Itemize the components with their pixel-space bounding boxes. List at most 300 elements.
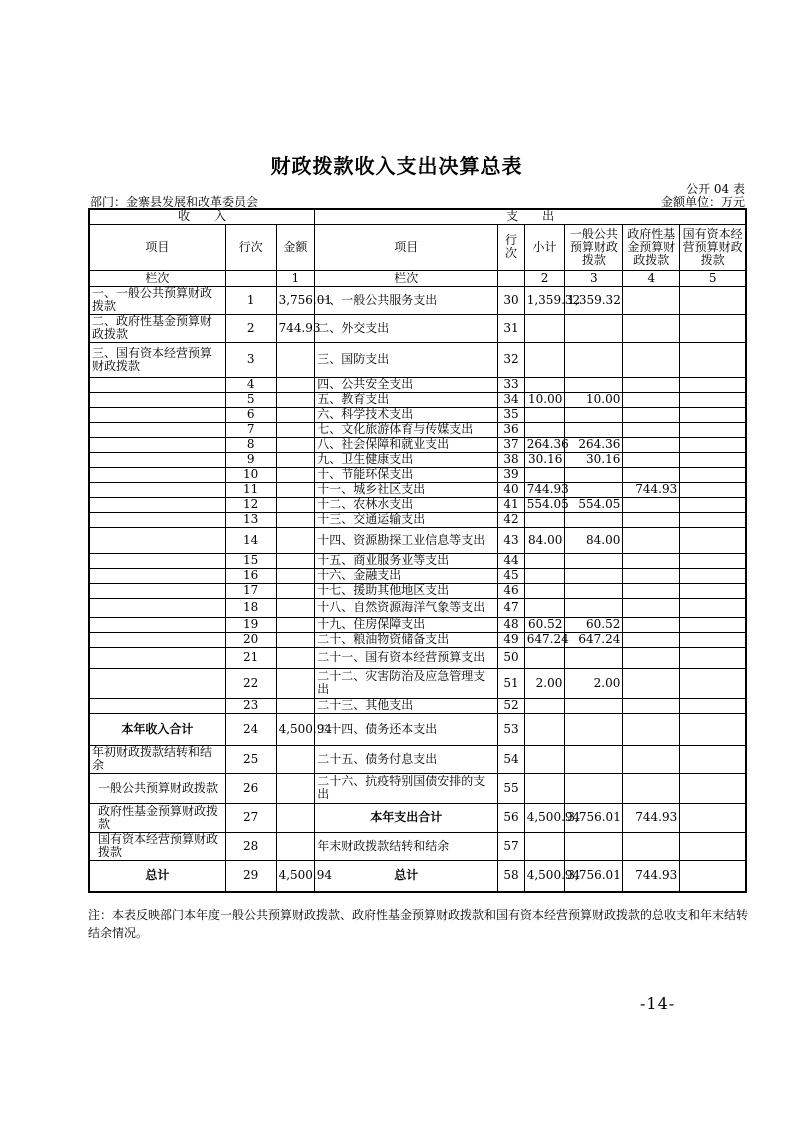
income-item bbox=[89, 467, 225, 482]
income-item bbox=[89, 512, 225, 527]
income-item bbox=[89, 482, 225, 497]
income-amount-header: 金额 bbox=[276, 224, 315, 270]
income-line-no: 13 bbox=[225, 512, 276, 527]
state-capital-value bbox=[680, 745, 746, 773]
table-row bbox=[89, 568, 746, 583]
expense-item: 十四、资源勘探工业信息等支出 bbox=[315, 527, 498, 553]
table-row bbox=[89, 647, 746, 668]
expense-line-no: 33 bbox=[498, 377, 524, 392]
subtotal-value bbox=[524, 467, 565, 482]
expense-line-no: 43 bbox=[498, 527, 524, 553]
income-line-no: 4 bbox=[225, 377, 276, 392]
expense-line-no: 50 bbox=[498, 647, 524, 668]
income-amount bbox=[276, 832, 315, 860]
table-row bbox=[89, 553, 746, 568]
expense-item: 七、文化旅游体育与传媒支出 bbox=[315, 422, 498, 437]
expense-section-header: 支 出 bbox=[315, 209, 746, 224]
state-capital-value bbox=[680, 512, 746, 527]
income-line-no: 28 bbox=[225, 832, 276, 860]
income-amount: 744.93 bbox=[276, 314, 315, 342]
income-item bbox=[89, 647, 225, 668]
income-amount bbox=[276, 467, 315, 482]
state-capital-value bbox=[680, 647, 746, 668]
fund-budget-value bbox=[623, 497, 680, 512]
general-budget-value bbox=[565, 407, 623, 422]
table-row bbox=[89, 745, 746, 773]
expense-line-no: 47 bbox=[498, 598, 524, 617]
table-row bbox=[89, 803, 746, 832]
income-amount: 4,500.94 bbox=[276, 860, 315, 892]
table-row bbox=[89, 668, 746, 698]
table-row bbox=[89, 437, 746, 452]
unit-label: 金额单位：万元 bbox=[660, 195, 745, 209]
income-amount bbox=[276, 632, 315, 647]
income-amount bbox=[276, 583, 315, 598]
income-amount bbox=[276, 598, 315, 617]
income-line-header: 行次 bbox=[225, 224, 276, 270]
fund-budget-value bbox=[623, 668, 680, 698]
income-item: 国有资本经营预算财政拨款 bbox=[89, 832, 225, 860]
expense-item: 八、社会保障和就业支出 bbox=[315, 437, 498, 452]
income-col-label: 栏次 bbox=[89, 270, 225, 286]
income-item bbox=[89, 437, 225, 452]
expense-line-no: 42 bbox=[498, 512, 524, 527]
income-item bbox=[89, 668, 225, 698]
expense-item: 六、科学技术支出 bbox=[315, 407, 498, 422]
income-line-no: 10 bbox=[225, 467, 276, 482]
income-amount bbox=[276, 377, 315, 392]
income-item bbox=[89, 422, 225, 437]
general-budget-value: 647.24 bbox=[565, 632, 623, 647]
income-line-no: 3 bbox=[225, 342, 276, 377]
expense-line-no: 48 bbox=[498, 617, 524, 632]
subtotal-value: 30.16 bbox=[524, 452, 565, 467]
subtotal-value bbox=[524, 583, 565, 598]
expense-item: 二十四、债务还本支出 bbox=[315, 713, 498, 745]
fund-budget-value bbox=[623, 467, 680, 482]
income-line-no: 16 bbox=[225, 568, 276, 583]
page-title: 财政拨款收入支出决算总表 bbox=[270, 154, 523, 178]
table-row bbox=[89, 342, 746, 377]
income-line-no: 6 bbox=[225, 407, 276, 422]
state-capital-value bbox=[680, 632, 746, 647]
income-item bbox=[89, 553, 225, 568]
income-item: 政府性基金预算财政拨款 bbox=[89, 803, 225, 832]
state-capital-value bbox=[680, 286, 746, 314]
expense-item: 十八、自然资源海洋气象等支出 bbox=[315, 598, 498, 617]
income-item bbox=[89, 583, 225, 598]
expense-line-no: 57 bbox=[498, 832, 524, 860]
general-budget-value bbox=[565, 832, 623, 860]
state-capital-value bbox=[680, 698, 746, 713]
income-item bbox=[89, 598, 225, 617]
general-budget-value bbox=[565, 482, 623, 497]
fund-budget-value bbox=[623, 745, 680, 773]
state-capital-value bbox=[680, 392, 746, 407]
general-budget-value: 2.00 bbox=[565, 668, 623, 698]
income-line-no: 19 bbox=[225, 617, 276, 632]
table-row bbox=[89, 377, 746, 392]
general-budget-value: 84.00 bbox=[565, 527, 623, 553]
income-amount bbox=[276, 392, 315, 407]
income-line-no: 29 bbox=[225, 860, 276, 892]
state-capital-value bbox=[680, 377, 746, 392]
expense-line-no: 51 bbox=[498, 668, 524, 698]
expense-item: 十三、交通运输支出 bbox=[315, 512, 498, 527]
income-line-no: 21 bbox=[225, 647, 276, 668]
expense-line-no: 44 bbox=[498, 553, 524, 568]
table-row bbox=[89, 314, 746, 342]
expense-item: 二十一、国有资本经营预算支出 bbox=[315, 647, 498, 668]
expense-item: 二十六、抗疫特别国债安排的支出 bbox=[315, 773, 498, 803]
income-line-no: 11 bbox=[225, 482, 276, 497]
subtotal-value bbox=[524, 377, 565, 392]
general-budget-value bbox=[565, 342, 623, 377]
income-item: 二、政府性基金预算财政拨款 bbox=[89, 314, 225, 342]
income-line-no: 27 bbox=[225, 803, 276, 832]
fund-budget-value bbox=[623, 598, 680, 617]
expense-line-no: 31 bbox=[498, 314, 524, 342]
state-capital-value bbox=[680, 467, 746, 482]
income-line-no: 17 bbox=[225, 583, 276, 598]
income-item: 年初财政拨款结转和结余 bbox=[89, 745, 225, 773]
table-row bbox=[89, 407, 746, 422]
expense-line-no: 37 bbox=[498, 437, 524, 452]
expense-item-header: 项目 bbox=[315, 224, 498, 270]
income-item bbox=[89, 617, 225, 632]
subtotal-value bbox=[524, 342, 565, 377]
subtotal-value bbox=[524, 773, 565, 803]
expense-line-no: 41 bbox=[498, 497, 524, 512]
income-amount bbox=[276, 647, 315, 668]
fund-budget-header: 政府性基金预算财政拨款 bbox=[623, 224, 680, 270]
income-amount: 3,756.01 bbox=[276, 286, 315, 314]
income-item bbox=[89, 392, 225, 407]
expense-line-no: 34 bbox=[498, 392, 524, 407]
state-capital-value bbox=[680, 314, 746, 342]
income-line-no: 15 bbox=[225, 553, 276, 568]
subtotal-value bbox=[524, 568, 565, 583]
income-amount bbox=[276, 512, 315, 527]
general-budget-value: 30.16 bbox=[565, 452, 623, 467]
expense-line-no: 46 bbox=[498, 583, 524, 598]
state-capital-value bbox=[680, 803, 746, 832]
col-2: 2 bbox=[524, 270, 565, 286]
state-capital-value bbox=[680, 342, 746, 377]
subtotal-value: 744.93 bbox=[524, 482, 565, 497]
subtotal-value: 10.00 bbox=[524, 392, 565, 407]
fund-budget-value bbox=[623, 773, 680, 803]
subtotal-value: 1,359.32 bbox=[524, 286, 565, 314]
income-item bbox=[89, 407, 225, 422]
state-capital-value bbox=[680, 713, 746, 745]
state-capital-header: 国有资本经营预算财政拨款 bbox=[680, 224, 746, 270]
expense-line-no: 35 bbox=[498, 407, 524, 422]
state-capital-value bbox=[680, 497, 746, 512]
table-row bbox=[89, 512, 746, 527]
expense-line-no: 30 bbox=[498, 286, 524, 314]
income-amount bbox=[276, 553, 315, 568]
table-row bbox=[89, 527, 746, 553]
fund-budget-value bbox=[623, 698, 680, 713]
income-item bbox=[89, 452, 225, 467]
state-capital-value bbox=[680, 583, 746, 598]
fund-budget-value bbox=[623, 377, 680, 392]
expense-line-no: 40 bbox=[498, 482, 524, 497]
income-item: 本年收入合计 bbox=[89, 713, 225, 745]
general-budget-value: 3,756.01 bbox=[565, 803, 623, 832]
income-line-no: 26 bbox=[225, 773, 276, 803]
expense-item: 十七、援助其他地区支出 bbox=[315, 583, 498, 598]
expense-item: 十、节能环保支出 bbox=[315, 467, 498, 482]
income-line-no: 8 bbox=[225, 437, 276, 452]
income-amount bbox=[276, 422, 315, 437]
general-budget-value bbox=[565, 467, 623, 482]
state-capital-value bbox=[680, 598, 746, 617]
fund-budget-value bbox=[623, 583, 680, 598]
col-4: 4 bbox=[623, 270, 680, 286]
income-amount bbox=[276, 668, 315, 698]
fund-budget-value bbox=[623, 527, 680, 553]
income-amount: 4,500.94 bbox=[276, 713, 315, 745]
expense-line-no: 53 bbox=[498, 713, 524, 745]
general-budget-header: 一般公共预算财政拨款 bbox=[565, 224, 623, 270]
general-budget-value bbox=[565, 512, 623, 527]
income-line-no: 9 bbox=[225, 452, 276, 467]
income-amount bbox=[276, 745, 315, 773]
col-5: 5 bbox=[680, 270, 746, 286]
fund-budget-value bbox=[623, 553, 680, 568]
subtotal-value bbox=[524, 512, 565, 527]
general-budget-value: 10.00 bbox=[565, 392, 623, 407]
expense-item: 二、外交支出 bbox=[315, 314, 498, 342]
state-capital-value bbox=[680, 860, 746, 892]
table-row bbox=[89, 286, 746, 314]
general-budget-value: 1,359.32 bbox=[565, 286, 623, 314]
fund-budget-value bbox=[623, 632, 680, 647]
subtotal-value bbox=[524, 647, 565, 668]
income-amount bbox=[276, 497, 315, 512]
page-number: -14- bbox=[640, 994, 676, 1013]
state-capital-value bbox=[680, 553, 746, 568]
income-line-no: 18 bbox=[225, 598, 276, 617]
subtotal-value bbox=[524, 422, 565, 437]
general-budget-value bbox=[565, 314, 623, 342]
expense-item: 十九、住房保障支出 bbox=[315, 617, 498, 632]
expense-line-no: 32 bbox=[498, 342, 524, 377]
expense-line-no: 39 bbox=[498, 467, 524, 482]
subtotal-value: 84.00 bbox=[524, 527, 565, 553]
department-label: 部门：金寨县发展和改革委员会 bbox=[90, 195, 259, 209]
state-capital-value bbox=[680, 437, 746, 452]
expense-item: 二十五、债务付息支出 bbox=[315, 745, 498, 773]
expense-item: 二十三、其他支出 bbox=[315, 698, 498, 713]
income-amount bbox=[276, 568, 315, 583]
income-amount bbox=[276, 482, 315, 497]
income-line-no: 12 bbox=[225, 497, 276, 512]
expense-item: 总计 bbox=[315, 860, 498, 892]
table-row bbox=[89, 452, 746, 467]
general-budget-value bbox=[565, 745, 623, 773]
income-line-no: 25 bbox=[225, 745, 276, 773]
fund-budget-value bbox=[623, 713, 680, 745]
subtotal-value: 554.05 bbox=[524, 497, 565, 512]
general-budget-value: 3,756.01 bbox=[565, 860, 623, 892]
income-line-no: 1 bbox=[225, 286, 276, 314]
fund-budget-value bbox=[623, 832, 680, 860]
expense-item: 九、卫生健康支出 bbox=[315, 452, 498, 467]
income-line-no: 20 bbox=[225, 632, 276, 647]
income-amount bbox=[276, 803, 315, 832]
expense-line-no: 52 bbox=[498, 698, 524, 713]
table-row bbox=[89, 832, 746, 860]
income-amount bbox=[276, 437, 315, 452]
table-row bbox=[89, 583, 746, 598]
state-capital-value bbox=[680, 407, 746, 422]
subtotal-header: 小计 bbox=[524, 224, 565, 270]
state-capital-value bbox=[680, 617, 746, 632]
table-row bbox=[89, 497, 746, 512]
income-item: 三、国有资本经营预算财政拨款 bbox=[89, 342, 225, 377]
general-budget-value bbox=[565, 568, 623, 583]
subtotal-value bbox=[524, 314, 565, 342]
general-budget-value: 264.36 bbox=[565, 437, 623, 452]
expense-item: 十六、金融支出 bbox=[315, 568, 498, 583]
fund-budget-value bbox=[623, 392, 680, 407]
income-line-no: 5 bbox=[225, 392, 276, 407]
fund-budget-value bbox=[623, 342, 680, 377]
income-item: 一、一般公共预算财政拨款 bbox=[89, 286, 225, 314]
subtotal-value bbox=[524, 553, 565, 568]
income-line-no: 14 bbox=[225, 527, 276, 553]
income-item bbox=[89, 527, 225, 553]
expense-line-no: 36 bbox=[498, 422, 524, 437]
fund-budget-value bbox=[623, 407, 680, 422]
general-budget-value bbox=[565, 553, 623, 568]
expense-line-no: 58 bbox=[498, 860, 524, 892]
fund-budget-value bbox=[623, 568, 680, 583]
expense-line-no: 45 bbox=[498, 568, 524, 583]
subtotal-value bbox=[524, 832, 565, 860]
general-budget-value bbox=[565, 773, 623, 803]
subtotal-value bbox=[524, 698, 565, 713]
fund-budget-value bbox=[623, 452, 680, 467]
income-item bbox=[89, 377, 225, 392]
expense-item: 三、国防支出 bbox=[315, 342, 498, 377]
state-capital-value bbox=[680, 422, 746, 437]
income-item bbox=[89, 698, 225, 713]
expense-item: 四、公共安全支出 bbox=[315, 377, 498, 392]
fund-budget-value: 744.93 bbox=[623, 860, 680, 892]
income-amount bbox=[276, 698, 315, 713]
income-line-no: 22 bbox=[225, 668, 276, 698]
table-row bbox=[89, 392, 746, 407]
income-item bbox=[89, 497, 225, 512]
subtotal-value bbox=[524, 745, 565, 773]
subtotal-value: 2.00 bbox=[524, 668, 565, 698]
subtotal-value bbox=[524, 598, 565, 617]
fund-budget-value bbox=[623, 512, 680, 527]
expense-line-no: 49 bbox=[498, 632, 524, 647]
income-section-header: 收 入 bbox=[89, 209, 315, 224]
income-item-header: 项目 bbox=[89, 224, 225, 270]
income-amount bbox=[276, 773, 315, 803]
expense-item: 本年支出合计 bbox=[315, 803, 498, 832]
table-row bbox=[89, 617, 746, 632]
col-3: 3 bbox=[565, 270, 623, 286]
income-line-no: 24 bbox=[225, 713, 276, 745]
table-row bbox=[89, 698, 746, 713]
expense-item: 一、一般公共服务支出 bbox=[315, 286, 498, 314]
col-1: 1 bbox=[276, 270, 315, 286]
subtotal-value: 60.52 bbox=[524, 617, 565, 632]
state-capital-value bbox=[680, 527, 746, 553]
table-number: 公开 04 表 bbox=[686, 182, 745, 196]
state-capital-value bbox=[680, 482, 746, 497]
general-budget-value bbox=[565, 698, 623, 713]
income-amount bbox=[276, 452, 315, 467]
income-item bbox=[89, 632, 225, 647]
table-row bbox=[89, 467, 746, 482]
state-capital-value bbox=[680, 568, 746, 583]
subtotal-value: 647.24 bbox=[524, 632, 565, 647]
fund-budget-value bbox=[623, 422, 680, 437]
state-capital-value bbox=[680, 832, 746, 860]
income-amount bbox=[276, 342, 315, 377]
income-item: 总计 bbox=[89, 860, 225, 892]
expense-item: 二十二、灾害防治及应急管理支出 bbox=[315, 668, 498, 698]
table-row bbox=[89, 713, 746, 745]
general-budget-value bbox=[565, 377, 623, 392]
general-budget-value bbox=[565, 422, 623, 437]
expense-item: 年末财政拨款结转和结余 bbox=[315, 832, 498, 860]
expense-line-no: 54 bbox=[498, 745, 524, 773]
expense-line-no: 55 bbox=[498, 773, 524, 803]
general-budget-value bbox=[565, 598, 623, 617]
fund-budget-value bbox=[623, 617, 680, 632]
income-amount bbox=[276, 407, 315, 422]
expense-line-no: 56 bbox=[498, 803, 524, 832]
subtotal-value: 4,500.94 bbox=[524, 860, 565, 892]
state-capital-value bbox=[680, 452, 746, 467]
income-line-no: 23 bbox=[225, 698, 276, 713]
general-budget-value: 554.05 bbox=[565, 497, 623, 512]
table-row bbox=[89, 422, 746, 437]
expense-line-header: 行次 bbox=[498, 224, 524, 270]
subtotal-value: 264.36 bbox=[524, 437, 565, 452]
table-row bbox=[89, 598, 746, 617]
expense-item: 五、教育支出 bbox=[315, 392, 498, 407]
table-row bbox=[89, 482, 746, 497]
income-amount bbox=[276, 527, 315, 553]
expense-item: 十一、城乡社区支出 bbox=[315, 482, 498, 497]
income-item: 一般公共预算财政拨款 bbox=[89, 773, 225, 803]
fund-budget-value bbox=[623, 647, 680, 668]
fund-budget-value bbox=[623, 314, 680, 342]
table-row bbox=[89, 860, 746, 892]
table-row bbox=[89, 632, 746, 647]
subtotal-value: 4,500.94 bbox=[524, 803, 565, 832]
income-item bbox=[89, 568, 225, 583]
table-row bbox=[89, 773, 746, 803]
general-budget-value bbox=[565, 583, 623, 598]
fund-budget-value bbox=[623, 437, 680, 452]
expense-item: 二十、粮油物资储备支出 bbox=[315, 632, 498, 647]
subtotal-value bbox=[524, 407, 565, 422]
footnote: 注：本表反映部门本年度一般公共预算财政拨款、政府性基金预算财政拨款和国有资本经营预算财政拨款的总收支和年末结转结余情况。 bbox=[88, 908, 749, 940]
fund-budget-value: 744.93 bbox=[623, 482, 680, 497]
income-amount bbox=[276, 617, 315, 632]
